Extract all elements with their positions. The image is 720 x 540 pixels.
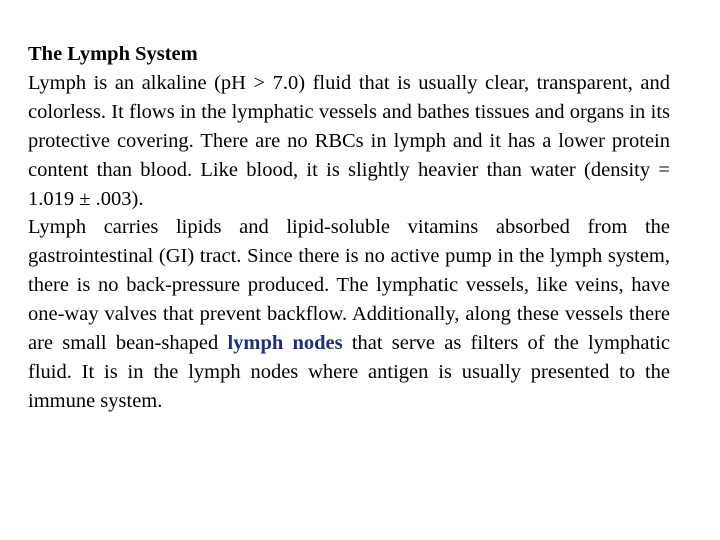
paragraph-lymph-properties: Lymph is an alkaline (pH > 7.0) fluid that is usually clear, transparent, and colorless. It flows in the lymphatic vessels and bathes tissues and organs in its protective covering. There are no RBCs in lymph and it has a lower protein content than blood. Like blood, it is slightly heavier than water (density = 1.019 ± .003). <box>28 71 670 210</box>
slide-text-block <box>28 40 670 416</box>
highlighted-term-lymph-nodes: lymph nodes <box>227 332 343 355</box>
slide-title: The Lymph System <box>28 43 198 65</box>
paragraph-text-after-term: that serve as filters of the lymphatic fluid. It is in the lymph nodes where antigen is usually presented to the immune system. <box>28 332 670 412</box>
paragraph-lymph-function <box>28 213 670 415</box>
paragraph-text-before-term: Lymph carries lipids and lipid-soluble vitamins absorbed from the gastrointestinal (GI) tract. Since there is no active pump in the lymph system, there is no back-pressure produced. The lymphatic vessels, like veins, have one-way valves that prevent backflow. Additionally, along these vessels there are small bean-shaped <box>28 216 670 355</box>
